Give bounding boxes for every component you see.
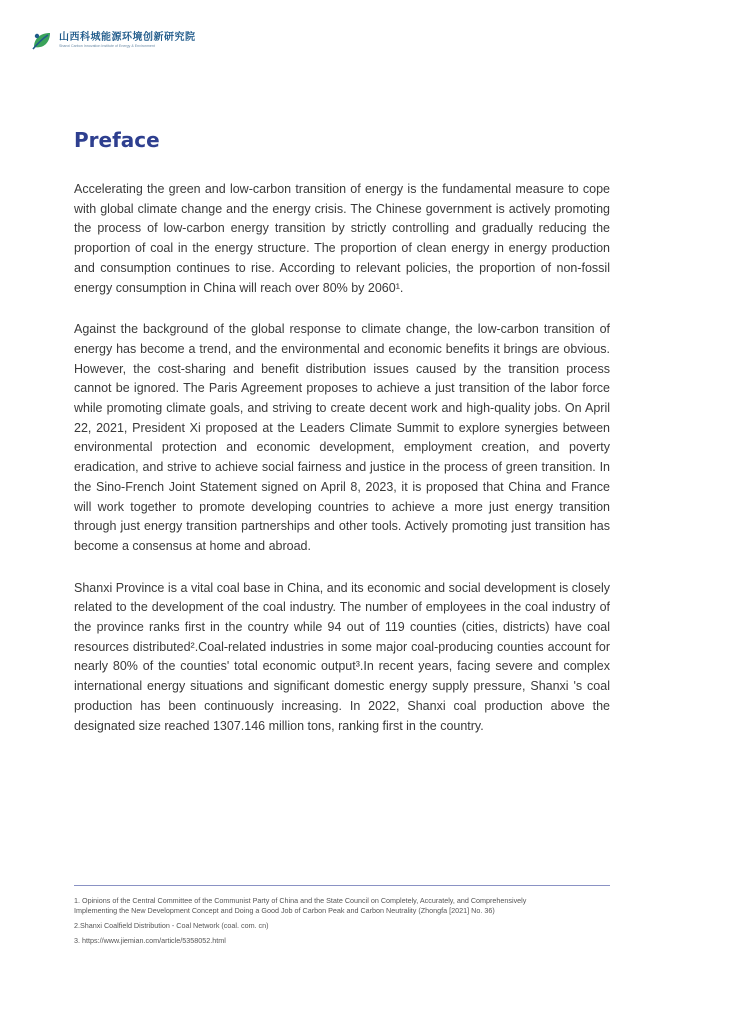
footnote-item: 2.Shanxi Coalfield Distribution - Coal Network (coal. com. cn) xyxy=(74,921,269,930)
paragraph: Shanxi Province is a vital coal base in China, and its economic and social development is closely related to the development of the coal industry. The number of employees in the coal industry of the province ranks first in the country while 94 out of 119 counties (cities, districts) have coal resources distributed².Coal-related industries in some major coal-producing counties account for nearly 80% of the counties' total economic output³.In recent years, facing severe and complex international energy situations and significant domestic energy supply pressure, Shanxi 's coal production has been continuously increasing. In 2022, Shanxi coal production above the designated size reached 1307.146 million tons, ranking first in the country. xyxy=(74,580,610,733)
footnotes xyxy=(74,896,554,951)
footnote-item: 3. https://www.jiemian.com/article/5358052.html xyxy=(74,936,226,945)
page-title: Preface xyxy=(74,128,160,152)
footnote-item: 1. Opinions of the Central Committee of the Communist Party of China and the State Council on Completely, Accurately, and Comprehensively Implementing the New Development Concept and Doing a Good Job of Carbon Peak and Carbon Neutrality (Zhongfa [2021] No. 36) xyxy=(74,896,527,915)
preface-body xyxy=(74,180,610,758)
header-logo xyxy=(30,28,196,54)
footnote-divider xyxy=(74,885,610,886)
paragraph: Against the background of the global response to climate change, the low-carbon transition of energy has become a trend, and the environmental and economic benefits it brings are obvious. However, the cost-sharing and benefit distribution issues caused by the transition process cannot be ignored. The Paris Agreement proposes to achieve a just transition of the labor force while promoting climate goals, and striving to create decent work and high-quality jobs. On April 22, 2021, President Xi proposed at the Leaders Climate Summit to explore synergies between environmental protection and economic development, employment creation, and poverty eradication, and strive to achieve social fairness and justice in the process of green transition. In the Sino-French Joint Statement signed on April 8, 2023, it is proposed that China and France will work together to promote developing countries to achieve a more just energy transition through just energy transition partnerships and other tools. Actively promoting just transition has become a consensus at home and abroad. xyxy=(74,322,610,553)
org-name-cn: 山西科城能源环境创新研究院 xyxy=(59,32,196,44)
institute-logo-icon xyxy=(30,29,54,53)
paragraph: Accelerating the green and low-carbon transition of energy is the fundamental measure to cope with global climate change and the energy crisis. The Chinese government is actively promoting the process of low-carbon energy transition by strictly controlling and gradually reducing the proportion of coal in the energy structure. The proportion of clean energy in energy production and consumption continues to rise. According to relevant policies, the proportion of non-fossil energy consumption in China will reach over 80% by 2060¹. xyxy=(74,182,610,295)
org-name-en: Shanxi Carbon Innovation Institute of Energy & Environment xyxy=(59,44,155,49)
